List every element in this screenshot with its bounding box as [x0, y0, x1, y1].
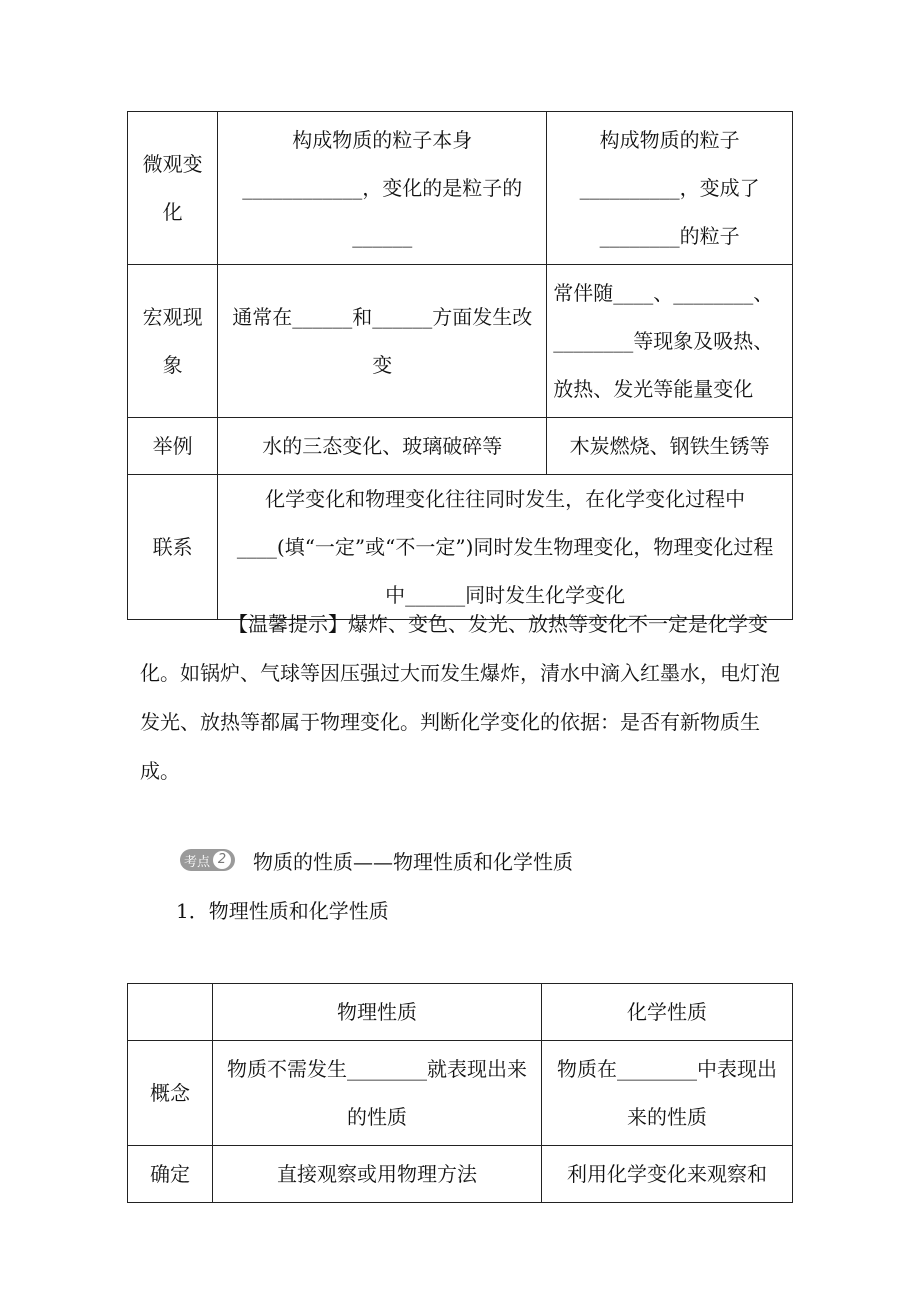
change-comparison-table [127, 111, 793, 620]
chemical-change-cell: 构成物质的粒子__________，变成了________的粒子 [547, 112, 793, 265]
tip-label: 【温馨提示】 [228, 612, 348, 636]
header-empty-cell [128, 984, 213, 1041]
header-chemical: 化学性质 [542, 984, 793, 1041]
row-header: 概念 [128, 1041, 213, 1146]
relation-cell: 化学变化和物理变化往往同时发生，在化学变化过程中____(填“一定”或“不一定”)同时发生物理变化，物理变化过程中______同时发生化学变化 [218, 475, 793, 620]
table-row [128, 475, 793, 620]
row-header: 微观变化 [128, 112, 218, 265]
table-row [128, 1041, 793, 1146]
section-heading [180, 845, 573, 875]
table-row [128, 1146, 793, 1203]
row-header: 联系 [128, 475, 218, 620]
row-header: 确定 [128, 1146, 213, 1203]
chemical-property-cell: 物质在________中表现出来的性质 [542, 1041, 793, 1146]
physical-property-cell: 直接观察或用物理方法 [213, 1146, 542, 1203]
tip-text: 爆炸、变色、发光、放热等变化不一定是化学变化。如锅炉、气球等因压强过大而发生爆炸，清水中滴入红墨水，电灯泡发光、放热等都属于物理变化。判断化学变化的依据：是否有新物质生成。 [140, 612, 780, 783]
subsection-title: 1．物理性质和化学性质 [176, 899, 389, 923]
physical-change-cell: 通常在______和______方面发生改变 [218, 265, 547, 418]
property-comparison-table [127, 983, 793, 1203]
chemical-change-cell: 常伴随____、________、________等现象及吸热、放热、发光等能量变化 [547, 265, 793, 418]
key-point-badge [180, 849, 235, 871]
row-header: 宏观现象 [128, 265, 218, 418]
row-header: 举例 [128, 418, 218, 475]
badge-number: 2 [213, 851, 231, 869]
physical-property-cell: 物质不需发生________就表现出来的性质 [213, 1041, 542, 1146]
chemical-change-cell: 木炭燃烧、钢铁生锈等 [547, 418, 793, 475]
physical-change-cell: 水的三态变化、玻璃破碎等 [218, 418, 547, 475]
table-header-row [128, 984, 793, 1041]
table-row [128, 418, 793, 475]
table-row [128, 265, 793, 418]
chemical-property-cell: 利用化学变化来观察和 [542, 1146, 793, 1203]
badge-label: 考点 [184, 854, 211, 870]
header-physical: 物理性质 [213, 984, 542, 1041]
section-title: 物质的性质——物理性质和化学性质 [253, 849, 574, 874]
table-row [128, 112, 793, 265]
physical-change-cell: 构成物质的粒子本身____________，变化的是粒子的______ [218, 112, 547, 265]
warm-tip-paragraph [140, 600, 790, 796]
